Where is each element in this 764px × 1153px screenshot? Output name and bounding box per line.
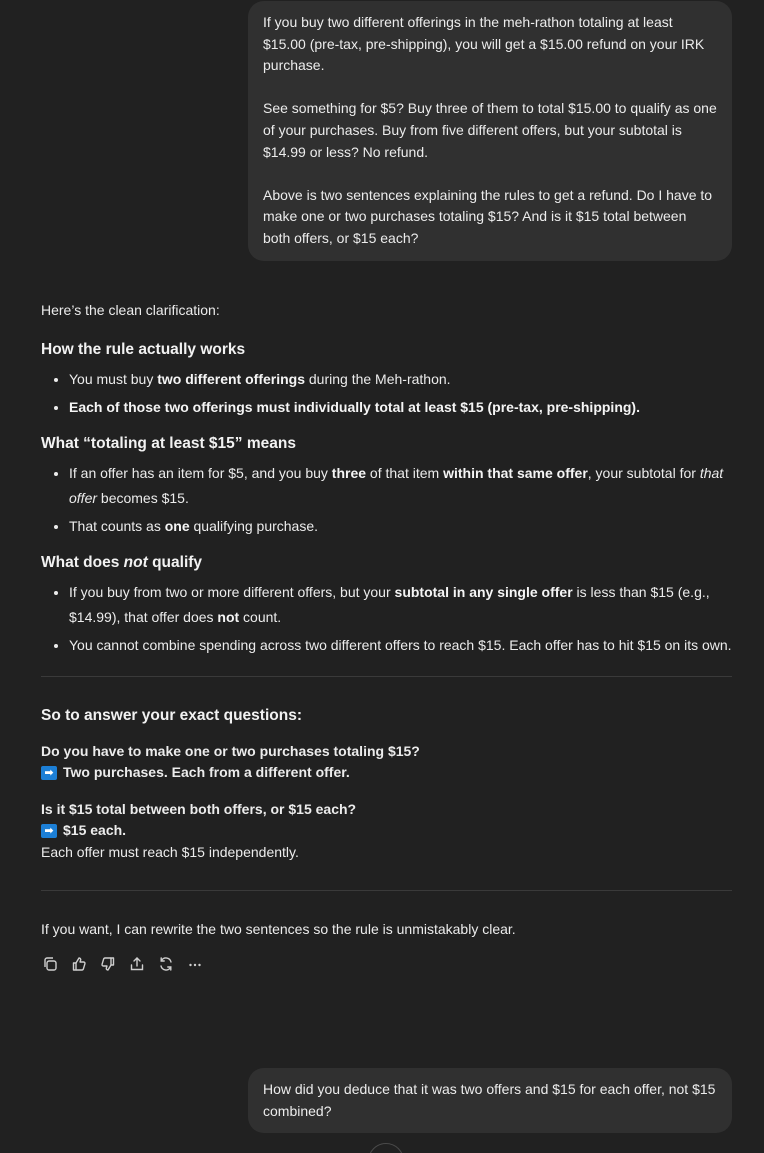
bullet-list <box>41 461 732 539</box>
answer-1: ➡ Two purchases. Each from a different offer. <box>41 762 732 784</box>
user-message-paragraph: If you buy two different offerings in the meh-rathon totaling at least $15.00 (pre-tax, pre-shipping), you will get a $15.00 refund on your IRK purchase. <box>263 14 705 74</box>
user-message-paragraph: See something for $5? Buy three of them to total $15.00 to qualify as one of your purchases. Buy from five different offers, but your subtotal is $14.99 or less? No refund. <box>263 100 717 160</box>
list-item: • Each of those two offerings must individually total at least $15 (pre-tax, pre-shipping). <box>69 395 732 420</box>
list-item: • You cannot combine spending across two different offers to reach $15. Each offer has to hit $15 on its own. <box>69 633 732 658</box>
divider <box>41 676 732 677</box>
list-item: • If an offer has an item for $5, and you buy three of that item within that same offer, your subtotal for that offer becomes $15. <box>69 461 732 511</box>
right-arrow-icon: ➡ <box>41 766 57 780</box>
list-item: • You must buy two different offerings during the Meh-rathon. <box>69 367 732 392</box>
question-2: Is it $15 total between both offers, or $15 each? <box>41 800 357 817</box>
thumbs-up-icon[interactable] <box>70 955 88 973</box>
section-heading-not-qualify: What does not qualify <box>41 553 203 571</box>
question-1: Do you have to make one or two purchases totaling $15? <box>41 742 420 759</box>
assistant-intro: Here’s the clean clarification: <box>41 302 220 318</box>
section-heading-how-rule-works: How the rule actually works <box>41 340 246 358</box>
section-heading-totaling-means: What “totaling at least $15” means <box>41 434 296 452</box>
divider <box>41 890 732 891</box>
message-actions <box>41 955 732 973</box>
share-icon[interactable] <box>128 955 146 973</box>
bullet-list <box>41 367 732 420</box>
assistant-message <box>41 300 732 973</box>
answer-heading: So to answer your exact questions: <box>41 706 302 724</box>
scroll-down-button[interactable] <box>368 1143 404 1153</box>
user-message-paragraph: Above is two sentences explaining the rules to get a refund. Do I have to make one or two purchases totaling $15? And is it $15 total between both offers, or $15 each? <box>263 186 713 246</box>
thumbs-down-icon[interactable] <box>99 955 117 973</box>
answer-2-note: Each offer must reach $15 independently. <box>41 843 299 860</box>
list-item: • That counts as one qualifying purchase. <box>69 514 732 539</box>
user-message-text: How did you deduce that it was two offers and $15 for each offer, not $15 combined? <box>263 1081 716 1119</box>
list-item: • If you buy from two or more different offers, but your subtotal in any single offer is less than $15 (e.g., $14.99), that offer does not count. <box>69 580 732 630</box>
right-arrow-icon: ➡ <box>41 824 57 838</box>
copy-icon[interactable] <box>41 955 59 973</box>
bullet-list <box>41 580 732 658</box>
user-message-bubble <box>248 1068 732 1133</box>
answer-2: ➡ $15 each. <box>41 820 732 842</box>
user-message-bubble <box>248 1 732 261</box>
closing-text: If you want, I can rewrite the two sentences so the rule is unmistakably clear. <box>41 921 516 937</box>
regenerate-icon[interactable] <box>157 955 175 973</box>
more-icon[interactable] <box>186 955 204 973</box>
